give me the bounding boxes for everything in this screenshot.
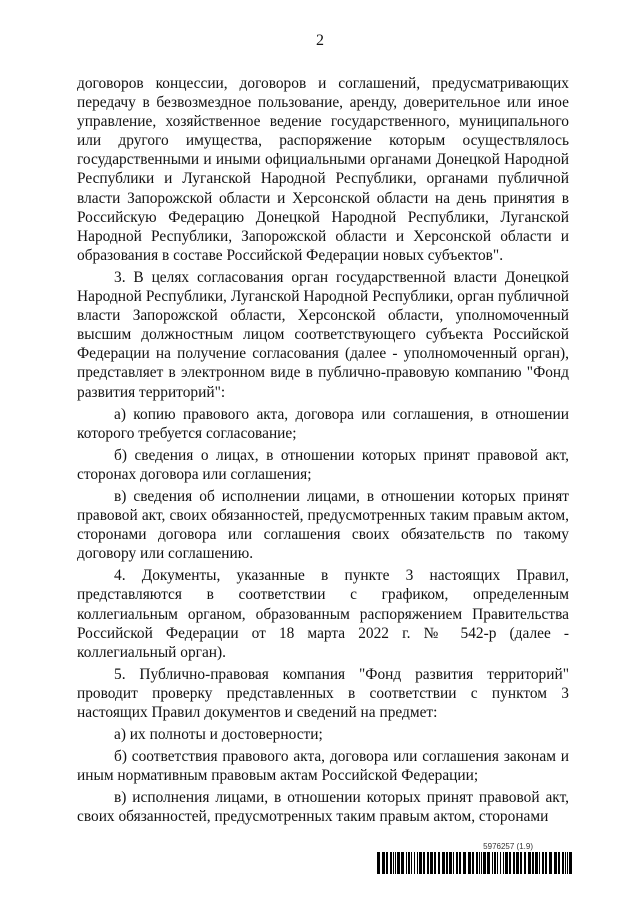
- barcode: [377, 842, 573, 874]
- barcode-image: [377, 852, 573, 874]
- paragraph-item-3: 3. В целях согласования орган государственной власти Донецкой Народной Республики, Луганской Народной Республики, орган публичной власти Запорожской области, Херсонской области, уполномоченный высшим должностным лицом соответствующего субъекта Российской Федерации на получение согласования (далее - уполномоченный орган), представляет в электронном виде в публично-правовую компанию "Фонд развития территорий":: [77, 268, 569, 401]
- paragraph-item-5: 5. Публично-правовая компания "Фонд развития территорий" проводит проверку представленных в соответствии с пунктом 3 настоящих Правил документов и сведений на предмет:: [77, 665, 569, 721]
- paragraph-item-3b: б) сведения о лицах, в отношении которых принят правовой акт, сторонах договора или соглашения;: [77, 446, 569, 483]
- paragraph-item-3a: а) копию правового акта, договора или соглашения, в отношении которого требуется согласование;: [77, 405, 569, 442]
- document-body: [77, 74, 569, 827]
- paragraph-item-4: 4. Документы, указанные в пункте 3 настоящих Правил, представляются в соответствии с графиком, определенным коллегиальным органом, образованным распоряжением Правительства Российской Федерации от 18 марта 2022 г. № 542-р (далее - коллегиальный орган).: [77, 567, 569, 661]
- paragraph-continuation: договоров концессии, договоров и соглашений, предусматривающих передачу в безвозмездное пользование, аренду, доверительное или иное управление, хозяйственное ведение государственного, муниципального или другого имущества, распоряжение которым осуществлялось государственными и иными официальными органами Донецкой Народной Республики и Луганской Народной Республики, органами публичной власти Запорожской области и Херсонской области на день принятия в Российскую Федерацию Донецкой Народной Республики, Луганской Народной Республики, Запорожской области и Херсонской области и образования в составе Российской Федерации новых субъектов".: [77, 75, 569, 264]
- barcode-code: 5976257 (1.9): [483, 842, 533, 851]
- page-number: 2: [316, 32, 324, 49]
- paragraph-item-5v: в) исполнения лицами, в отношении которых принят правовой акт, своих обязанностей, предусмотренных таким правым актом, сторонами: [77, 789, 569, 826]
- paragraph-item-5b: б) соответствия правового акта, договора или соглашения законам и иным нормативным правовым актам Российской Федерации;: [77, 748, 569, 785]
- paragraph-item-5a: а) их полноты и достоверности;: [114, 726, 323, 744]
- paragraph-item-3v: в) сведения об исполнении лицами, в отношении которых принят правовой акт, своих обязанностей, предусмотренных таким правым актом, сторонами договора или соглашения своих обязательств по такому договору или соглашению.: [77, 487, 569, 563]
